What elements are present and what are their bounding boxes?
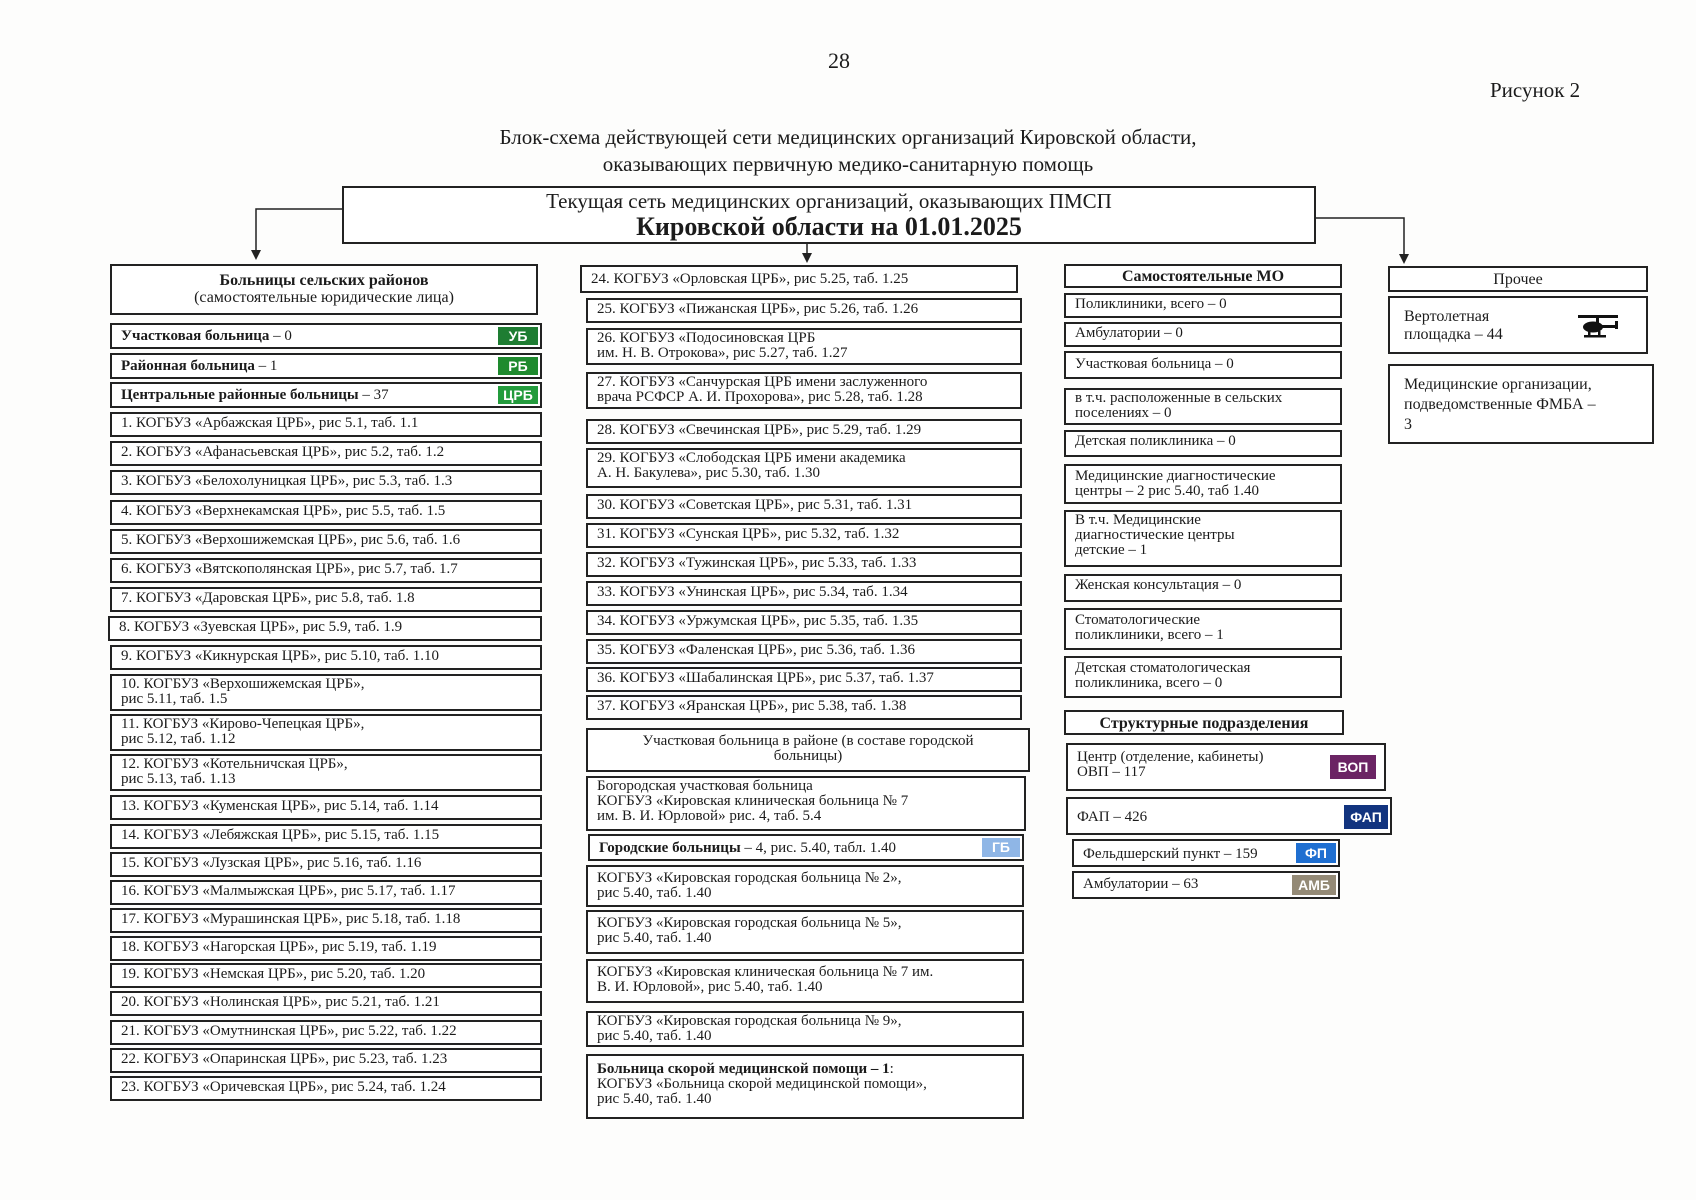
- crb-item: 32. КОГБУЗ «Тужинская ЦРБ», рис 5.33, таб. 1.33: [586, 552, 1022, 577]
- crb-item-line: врача РСФСР А. И. Прохорова», рис 5.28, таб. 1.28: [597, 389, 923, 405]
- independent-mo-item: Детская поликлиника – 0: [1064, 430, 1342, 457]
- crb-item-line: 10. КОГБУЗ «Верхошижемская ЦРБ»,: [121, 676, 365, 692]
- helipad-box: [1388, 296, 1648, 354]
- independent-mo-line: детские – 1: [1075, 542, 1148, 558]
- crb-item: 21. КОГБУЗ «Омутнинская ЦРБ», рис 5.22, таб. 1.22: [110, 1020, 542, 1045]
- gb-badge: ГБ: [982, 838, 1020, 857]
- helipad-line2: площадка – 44: [1404, 326, 1503, 343]
- uch-city-header: [586, 728, 1030, 772]
- crb-item: 3. КОГБУЗ «Белохолуницкая ЦРБ», рис 5.3, таб. 1.3: [110, 470, 542, 495]
- crb-item: 33. КОГБУЗ «Унинская ЦРБ», рис 5.34, таб. 1.34: [586, 581, 1022, 606]
- crb-item: 2. КОГБУЗ «Афанасьевская ЦРБ», рис 5.2, таб. 1.2: [110, 441, 542, 466]
- independent-mo-line: В т.ч. Медицинские: [1075, 512, 1201, 528]
- amb-badge: АМБ: [1292, 875, 1336, 895]
- uch-value: – 0: [269, 328, 292, 344]
- city-hospital-item: [586, 865, 1024, 907]
- crb-item: 5. КОГБУЗ «Верхошижемская ЦРБ», рис 5.6, таб. 1.6: [110, 529, 542, 554]
- fmba-line2: подведомственные ФМБА –: [1404, 396, 1596, 413]
- city-hospital-line: КОГБУЗ «Кировская городская больница № 5»,: [597, 915, 902, 931]
- crb-row: [110, 382, 542, 408]
- helicopter-icon: [1576, 312, 1620, 340]
- crb-item-line: 29. КОГБУЗ «Слободская ЦРБ имени академика: [597, 450, 906, 466]
- bogorod-line1: Богородская участковая больница: [597, 778, 813, 794]
- city-hospital-line: КОГБУЗ «Кировская городская больница № 2»,: [597, 870, 902, 886]
- emerg-line2: КОГБУЗ «Больница скорой медицинской помощи»,: [597, 1076, 927, 1092]
- city-hospitals-row: [588, 834, 1024, 861]
- independent-mo-line: поликлиники, всего – 1: [1075, 627, 1224, 643]
- rayon-label: Районная больница: [121, 358, 255, 374]
- emerg-colon: :: [889, 1061, 894, 1077]
- fap-badge: ФАП: [1344, 805, 1388, 829]
- crb-item-line: 11. КОГБУЗ «Кирово-Чепецкая ЦРБ»,: [121, 716, 365, 732]
- uch-city-line1: Участковая больница в районе (в составе городской: [642, 733, 974, 749]
- uch-city-line2: больницы): [773, 748, 843, 764]
- city-hospital-line: рис 5.40, таб. 1.40: [597, 1028, 712, 1044]
- crb-item: 9. КОГБУЗ «Кикнурская ЦРБ», рис 5.10, таб. 1.10: [110, 645, 542, 670]
- bogorod-line2: КОГБУЗ «Кировская клиническая больница № 7: [597, 793, 909, 809]
- crb-item: 30. КОГБУЗ «Советская ЦРБ», рис 5.31, таб. 1.31: [586, 494, 1022, 519]
- independent-mo-item: [1064, 510, 1342, 567]
- rural-hospitals-header: [110, 264, 538, 315]
- crb-item: 23. КОГБУЗ «Оричевская ЦРБ», рис 5.24, таб. 1.24: [110, 1076, 542, 1101]
- emerg-label: Больница скорой медицинской помощи – 1: [597, 1061, 890, 1077]
- crb-item-line: рис 5.12, таб. 1.12: [121, 731, 236, 747]
- crb-item: 24. КОГБУЗ «Орловская ЦРБ», рис 5.25, таб. 1.25: [580, 265, 1018, 293]
- crb-item-line: А. Н. Бакулева», рис 5.30, таб. 1.30: [597, 465, 821, 481]
- crb-item: 20. КОГБУЗ «Нолинская ЦРБ», рис 5.21, таб. 1.21: [110, 991, 542, 1016]
- crb-item: [586, 448, 1022, 488]
- independent-mo-item: [1064, 388, 1342, 425]
- independent-mo-line: в т.ч. расположенные в сельских: [1075, 390, 1283, 406]
- crb-item: 8. КОГБУЗ «Зуевская ЦРБ», рис 5.9, таб. 1.9: [108, 616, 542, 641]
- fp-label: Фельдшерский пункт – 159: [1083, 846, 1258, 862]
- vop-center-row: [1066, 743, 1386, 791]
- helipad-line1: Вертолетная: [1404, 308, 1490, 325]
- crb-item: [110, 714, 542, 751]
- structural-units-header: Структурные подразделения: [1064, 710, 1344, 735]
- crb-item: 18. КОГБУЗ «Нагорская ЦРБ», рис 5.19, таб. 1.19: [110, 936, 542, 961]
- crb-item: 15. КОГБУЗ «Лузская ЦРБ», рис 5.16, таб. 1.16: [110, 852, 542, 877]
- uch-label: Участковая больница: [121, 328, 270, 344]
- crb-item-line: 12. КОГБУЗ «Котельничская ЦРБ»,: [121, 756, 348, 772]
- rayon-value: – 1: [254, 358, 278, 374]
- crb-value: – 37: [358, 387, 389, 403]
- crb-item: [110, 754, 542, 791]
- rural-header-line2: (самостоятельные юридические лица): [194, 289, 454, 306]
- rb-badge: РБ: [498, 357, 538, 375]
- vop-badge: ВОП: [1330, 755, 1376, 779]
- rayon-hospital-row: [110, 353, 542, 379]
- crb-item: 4. КОГБУЗ «Верхнекамская ЦРБ», рис 5.5, таб. 1.5: [110, 500, 542, 525]
- crb-item-line: 26. КОГБУЗ «Подосиновская ЦРБ: [597, 330, 816, 346]
- vop-line2: ОВП – 117: [1077, 764, 1146, 780]
- other-header: Прочее: [1388, 266, 1648, 292]
- amb-label: Амбулатории – 63: [1083, 876, 1199, 892]
- district-hospital-uch-row: [110, 323, 542, 349]
- crb-item: 6. КОГБУЗ «Вятскополянская ЦРБ», рис 5.7, таб. 1.7: [110, 558, 542, 583]
- city-hospital-line: В. И. Юрловой», рис 5.40, таб. 1.40: [597, 979, 823, 995]
- city-hospital-line: рис 5.40, таб. 1.40: [597, 885, 712, 901]
- city-hospital-item: [586, 1011, 1024, 1047]
- crb-item-line: рис 5.13, таб. 1.13: [121, 771, 236, 787]
- fp-badge: ФП: [1296, 843, 1336, 863]
- independent-mo-line: Стоматологические: [1075, 612, 1201, 628]
- independent-mo-line: поселениях – 0: [1075, 405, 1172, 421]
- city-hospital-line: рис 5.40, таб. 1.40: [597, 930, 712, 946]
- crb-item: [586, 328, 1022, 365]
- crb-item-line: рис 5.11, таб. 1.5: [121, 691, 228, 707]
- rural-header-line1: Больницы сельских районов: [219, 272, 429, 289]
- diagram-title-line2: оказывающих первичную медико-санитарную помощь: [602, 152, 1094, 176]
- city-label: Городские больницы: [599, 840, 741, 856]
- crb-item: 19. КОГБУЗ «Немская ЦРБ», рис 5.20, таб. 1.20: [110, 963, 542, 988]
- crb-item: 35. КОГБУЗ «Фаленская ЦРБ», рис 5.36, таб. 1.36: [586, 639, 1022, 664]
- crb-item: 14. КОГБУЗ «Лебяжская ЦРБ», рис 5.15, таб. 1.15: [110, 824, 542, 849]
- crb-badge: ЦРБ: [498, 386, 538, 404]
- emergency-hospital-box: [586, 1054, 1024, 1119]
- fap-row: [1066, 797, 1392, 835]
- crb-item: [586, 372, 1022, 409]
- city-hospital-item: [586, 959, 1024, 1003]
- independent-mo-item: Женская консультация – 0: [1064, 574, 1342, 602]
- independent-mo-line: Детская стоматологическая: [1075, 660, 1251, 676]
- crb-item: 22. КОГБУЗ «Опаринская ЦРБ», рис 5.23, таб. 1.23: [110, 1048, 542, 1073]
- page-number: 28: [828, 48, 850, 73]
- city-hospital-line: КОГБУЗ «Кировская городская больница № 9»,: [597, 1013, 902, 1029]
- fmba-box: [1388, 364, 1654, 444]
- independent-mo-line: центры – 2 рис 5.40, таб 1.40: [1075, 483, 1259, 499]
- crb-item: 36. КОГБУЗ «Шабалинская ЦРБ», рис 5.37, таб. 1.37: [586, 667, 1022, 692]
- independent-mo-item: [1064, 464, 1342, 504]
- vop-line1: Центр (отделение, кабинеты): [1077, 749, 1264, 765]
- fap-label: ФАП – 426: [1077, 809, 1148, 825]
- amb-row: [1072, 871, 1340, 899]
- crb-item: 16. КОГБУЗ «Малмыжская ЦРБ», рис 5.17, таб. 1.17: [110, 880, 542, 905]
- ub-badge: УБ: [498, 327, 538, 345]
- independent-mo-item: Поликлиники, всего – 0: [1064, 293, 1342, 318]
- figure-label: Рисунок 2: [1490, 78, 1581, 102]
- independent-mo-line: Медицинские диагностические: [1075, 468, 1276, 484]
- crb-item-line: 27. КОГБУЗ «Санчурская ЦРБ имени заслуженного: [597, 374, 928, 390]
- crb-item: 13. КОГБУЗ «Куменская ЦРБ», рис 5.14, таб. 1.14: [110, 795, 542, 820]
- crb-item: 17. КОГБУЗ «Мурашинская ЦРБ», рис 5.18, таб. 1.18: [110, 908, 542, 933]
- city-value: – 4, рис. 5.40, табл. 1.40: [740, 840, 896, 856]
- city-hospital-item: [586, 910, 1024, 954]
- bogorod-hospital-box: [586, 776, 1026, 831]
- crb-item: 28. КОГБУЗ «Свечинская ЦРБ», рис 5.29, таб. 1.29: [586, 419, 1022, 444]
- crb-label: Центральные районные больницы: [121, 387, 359, 403]
- diagram-title-line1: Блок-схема действующей сети медицинских организаций Кировской области,: [499, 125, 1197, 149]
- independent-mo-line: поликлиника, всего – 0: [1075, 675, 1223, 691]
- fmba-line3: 3: [1404, 416, 1412, 433]
- crb-item: 37. КОГБУЗ «Яранская ЦРБ», рис 5.38, таб. 1.38: [586, 695, 1022, 720]
- crb-item: 7. КОГБУЗ «Даровская ЦРБ», рис 5.8, таб. 1.8: [110, 587, 542, 612]
- crb-item: 25. КОГБУЗ «Пижанская ЦРБ», рис 5.26, таб. 1.26: [586, 298, 1022, 323]
- independent-mo-line: диагностические центры: [1075, 527, 1235, 543]
- crb-item: [110, 674, 542, 711]
- bogorod-line3: им. В. И. Юрловой» рис. 4, таб. 5.4: [597, 808, 822, 824]
- fmba-line1: Медицинские организации,: [1404, 376, 1592, 393]
- city-hospital-line: КОГБУЗ «Кировская клиническая больница № 7 им.: [597, 964, 934, 980]
- main-box-line1: Текущая сеть медицинских организаций, оказывающих ПМСП: [546, 189, 1112, 213]
- crb-item: 34. КОГБУЗ «Уржумская ЦРБ», рис 5.35, таб. 1.35: [586, 610, 1022, 635]
- crb-item-line: им. Н. В. Отрокова», рис 5.27, таб. 1.27: [597, 345, 848, 361]
- crb-item: 1. КОГБУЗ «Арбажская ЦРБ», рис 5.1, таб. 1.1: [110, 412, 542, 437]
- independent-mo-header: Самостоятельные МО: [1064, 264, 1342, 288]
- main-box-line2: Кировской области на 01.01.2025: [636, 212, 1022, 241]
- main-network-box: [342, 186, 1316, 244]
- independent-mo-item: Амбулатории – 0: [1064, 322, 1342, 347]
- emerg-line1: [597, 1062, 1022, 1077]
- independent-mo-item: Участковая больница – 0: [1064, 351, 1342, 379]
- emerg-line3: рис 5.40, таб. 1.40: [597, 1091, 712, 1107]
- independent-mo-item: [1064, 608, 1342, 650]
- independent-mo-item: [1064, 656, 1342, 698]
- crb-item: 31. КОГБУЗ «Сунская ЦРБ», рис 5.32, таб. 1.32: [586, 523, 1022, 548]
- fp-row: [1072, 839, 1340, 867]
